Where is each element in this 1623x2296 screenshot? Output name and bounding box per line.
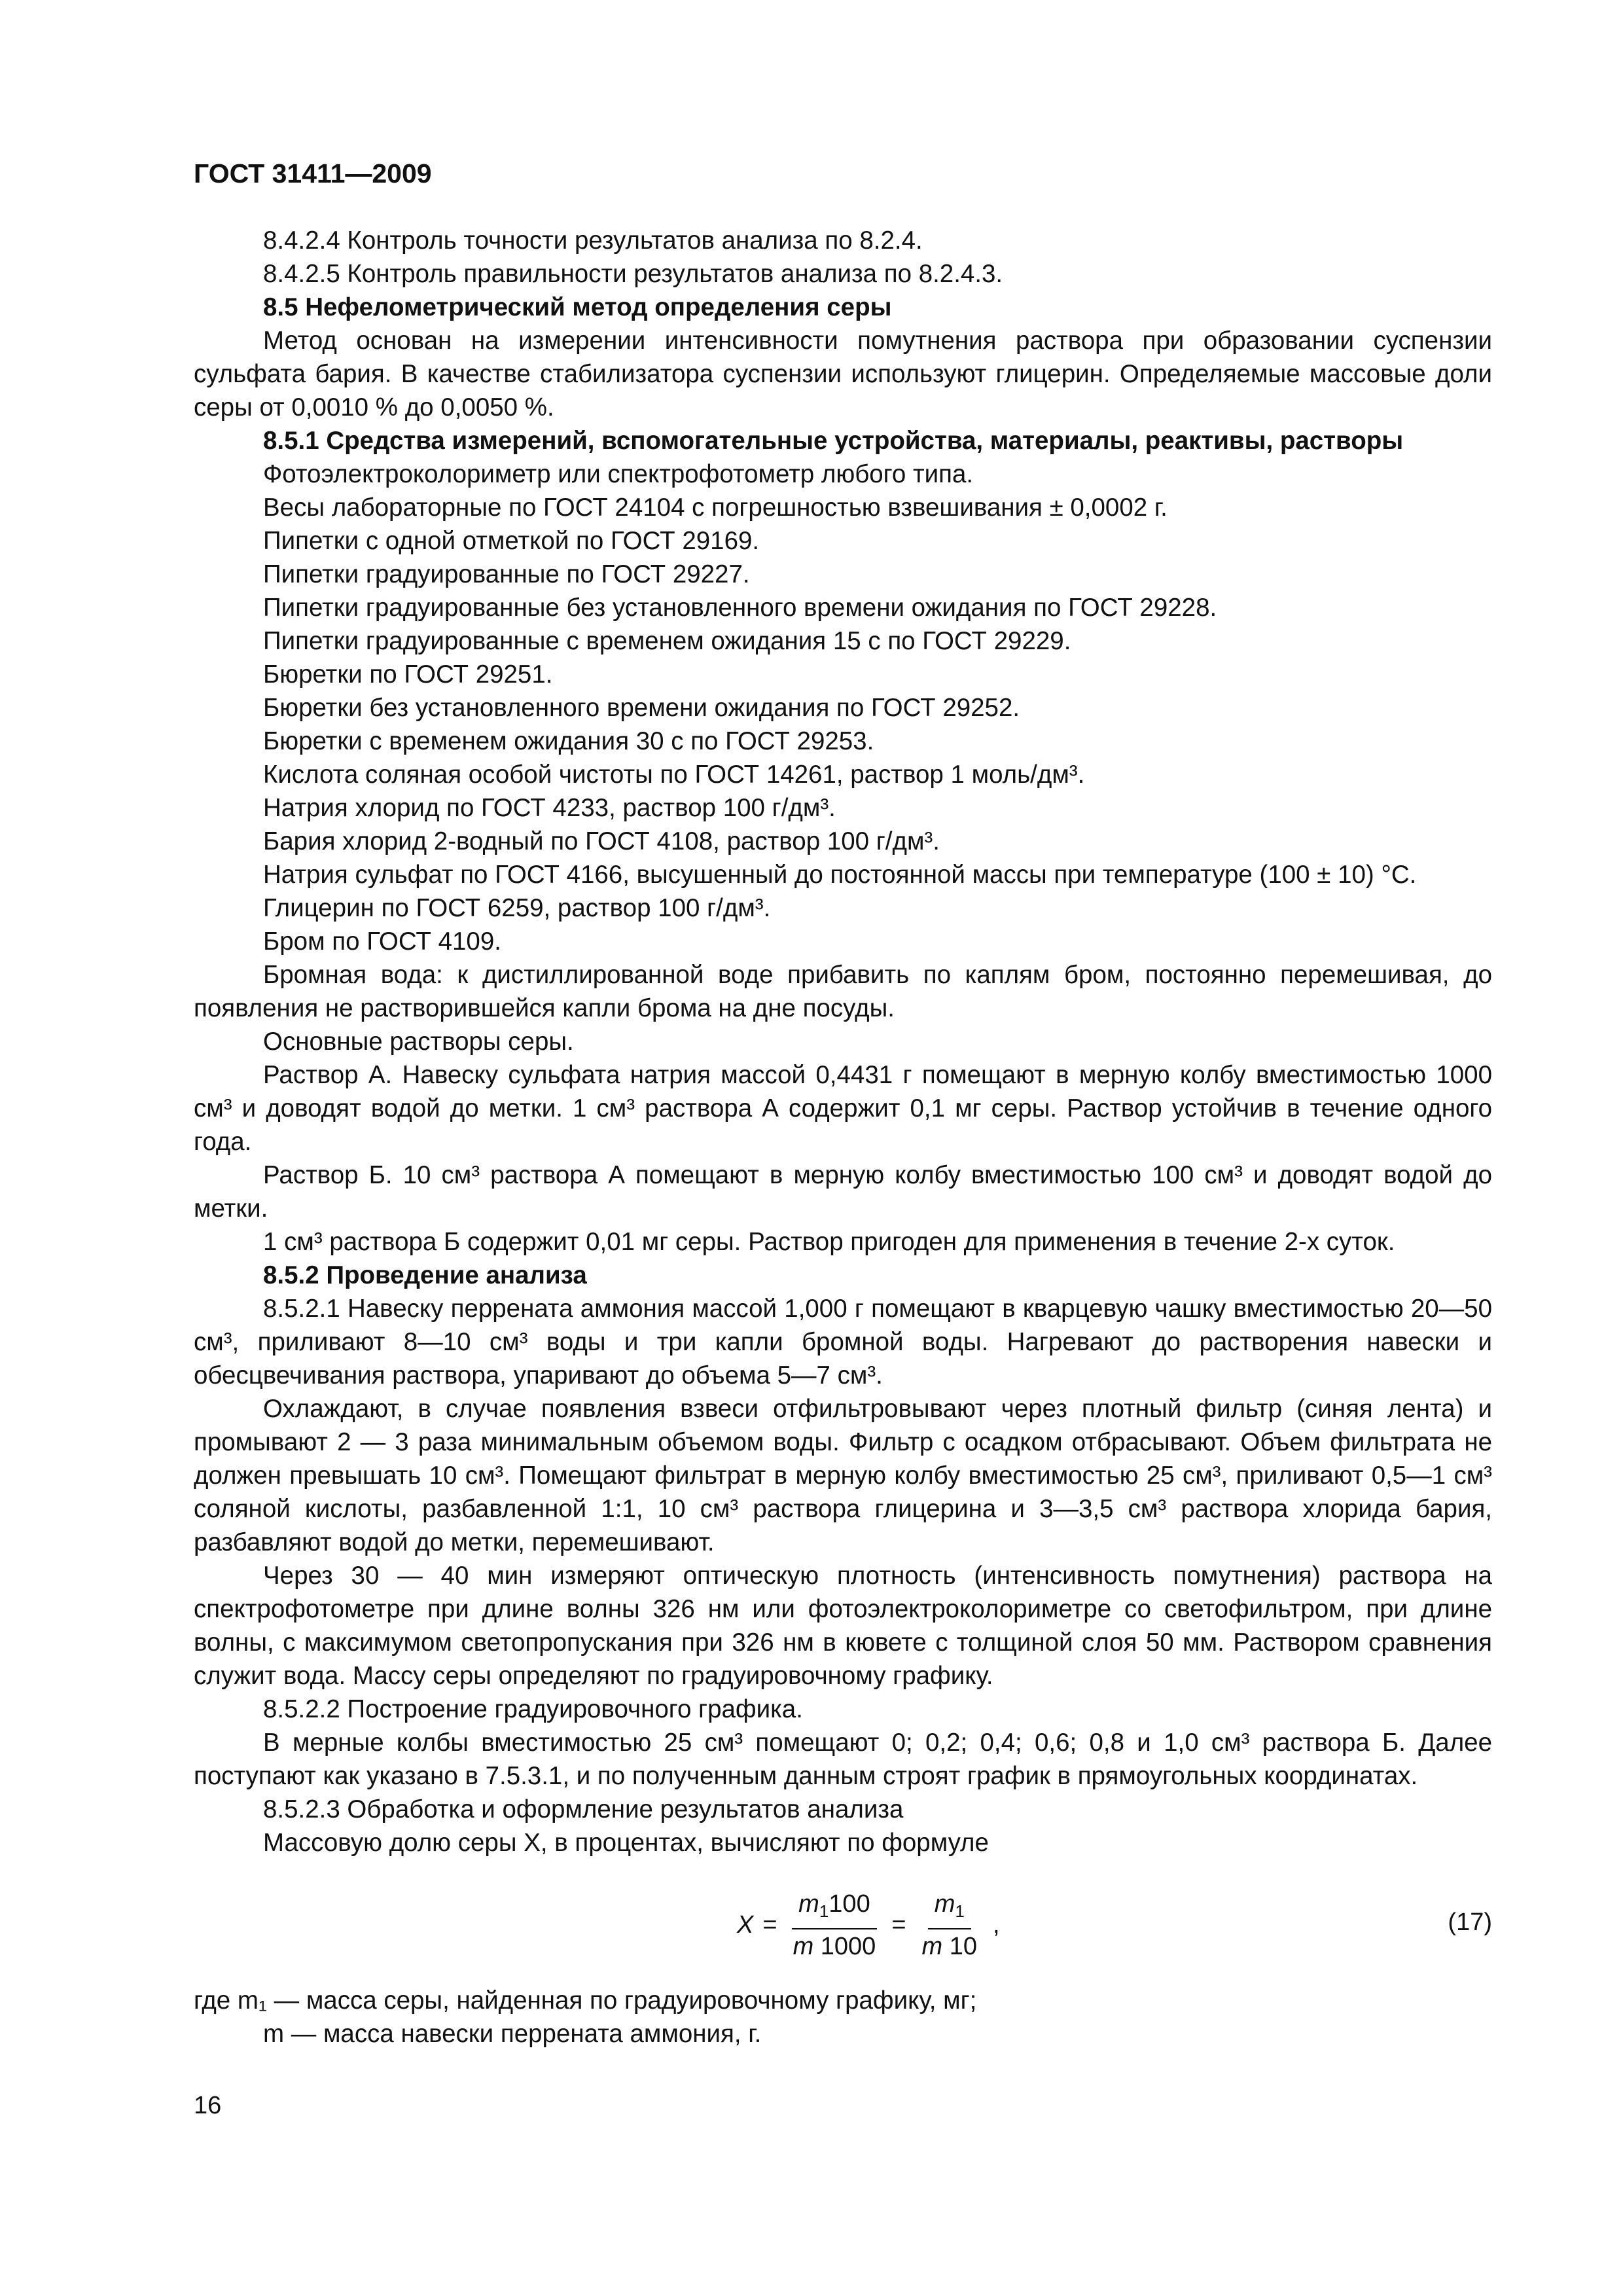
formula-fraction-2 bbox=[916, 1890, 984, 1961]
formula-fraction-1 bbox=[787, 1890, 883, 1961]
paragraph: Пипетки с одной отметкой по ГОСТ 29169. bbox=[263, 527, 760, 555]
paragraph: Бюретки без установленного времени ожидания по ГОСТ 29252. bbox=[263, 694, 1020, 722]
paragraph: Пипетки градуированные с временем ожидания 15 с по ГОСТ 29229. bbox=[263, 627, 1071, 655]
paragraph: Натрия сульфат по ГОСТ 4166, высушенный до постоянной массы при температуре (100 ± 10) °С. bbox=[263, 861, 1417, 889]
paragraph: Натрия хлорид по ГОСТ 4233, раствор 100 г/дм³. bbox=[263, 794, 836, 822]
document-header: ГОСТ 31411—2009 bbox=[194, 158, 432, 188]
paragraph: Глицерин по ГОСТ 6259, раствор 100 г/дм³. bbox=[263, 894, 771, 922]
paragraph: Фотоэлектроколориметр или спектрофотометр любого типа. bbox=[263, 460, 974, 488]
paragraph: Бромная вода: к дистиллированной воде прибавить по каплям бром, постоянно перемешивая, до появления не растворившейся капли брома на дне посуды. bbox=[194, 961, 1492, 1022]
paragraph: Кислота соляная особой чистоты по ГОСТ 14261, раствор 1 моль/дм³. bbox=[263, 761, 1085, 789]
paragraph: Бюретки по ГОСТ 29251. bbox=[263, 660, 553, 689]
section-heading: 8.5.1 Средства измерений, вспомогательные устройства, материалы, реактивы, растворы bbox=[263, 427, 1404, 455]
formula-equals-2: = bbox=[891, 1910, 906, 1939]
frac1-num-var: m bbox=[798, 1890, 819, 1918]
frac1-num-sub: 1 bbox=[819, 1901, 829, 1921]
section-heading: 8.5 Нефелометрический метод определения серы bbox=[263, 293, 892, 321]
paragraph: Массовую долю серы X, в процентах, вычисляют по формуле bbox=[263, 1829, 989, 1857]
paragraph: 8.4.2.5 Контроль правильности результатов анализа по 8.2.4.3. bbox=[263, 260, 1003, 288]
paragraph: 8.4.2.4 Контроль точности результатов анализа по 8.2.4. bbox=[263, 226, 923, 255]
formula-equals: = bbox=[762, 1910, 777, 1939]
paragraph: Пипетки градуированные без установленного времени ожидания по ГОСТ 29228. bbox=[263, 594, 1217, 622]
paragraph: Пипетки градуированные по ГОСТ 29227. bbox=[263, 560, 750, 588]
paragraph: Через 30 — 40 мин измеряют оптическую плотность (интенсивность помутнения) раствора на спектрофотометре при длине волны 326 нм или фотоэлектроколориметре со светофильтром, при длине волны, с максимумом светопропускания при 326 нм в кювете с толщиной слоя 50 мм. Раствором сравнения служит вода. Массу серы определяют по градуировочному графику. bbox=[194, 1562, 1492, 1690]
frac2-den-rest: 10 bbox=[949, 1932, 978, 1960]
equation-number: (17) bbox=[1448, 1909, 1492, 1936]
formula-legend bbox=[194, 1984, 1492, 2051]
paragraph: Раствор А. Навеску сульфата натрия массой 0,4431 г помещают в мерную колбу вместимостью 1000 см³ и доводят водой до метки. 1 см³ раствора А содержит 0,1 мг серы. Раствор устойчив в течение одного года. bbox=[194, 1061, 1492, 1156]
paragraph: Охлаждают, в случае появления взвеси отфильтровывают через плотный фильтр (синяя лента) и промывают 2 — 3 раза минимальным объемом воды. Фильтр с осадком отбрасывают. Объем фильтрата не должен превышать 10 см³. Помещают фильтрат в мерную колбу вместимостью 25 см³, приливают 0,5—1 см³ соляной кислоты, разбавленной 1:1, 10 см³ раствора глицерина и 3—3,5 см³ раствора хлорида бария, разбавляют водой до метки, перемешивают. bbox=[194, 1395, 1492, 1556]
frac1-den-rest: 1000 bbox=[820, 1932, 876, 1960]
frac1-den-var: m bbox=[793, 1932, 814, 1960]
frac1-num-rest: 100 bbox=[829, 1890, 870, 1918]
paragraph: В мерные колбы вместимостью 25 см³ помещают 0; 0,2; 0,4; 0,6; 0,8 и 1,0 см³ раствора Б. Далее поступают как указано в 7.5.3.1, и по полученным данным строят график в прямоугольных координатах. bbox=[194, 1729, 1492, 1790]
paragraph: Весы лабораторные по ГОСТ 24104 с погрешностью взвешивания ± 0,0002 г. bbox=[263, 493, 1168, 522]
paragraph: Метод основан на измерении интенсивности помутнения раствора при образовании суспензии сульфата бария. В качестве стабилизатора суспензии используют глицерин. Определяемые массовые доли серы от 0,0010 % до 0,0050 %. bbox=[194, 327, 1492, 422]
paragraph: 1 см³ раствора Б содержит 0,01 мг серы. Раствор пригоден для применения в течение 2-х суток. bbox=[263, 1228, 1395, 1256]
frac2-num-sub: 1 bbox=[955, 1901, 965, 1921]
formula-lhs: X bbox=[737, 1910, 754, 1939]
paragraph: 8.5.2.1 Навеску перрената аммония массой 1,000 г помещают в кварцевую чашку вместимостью 20—50 см³, приливают 8—10 см³ воды и три капли бромной воды. Нагревают до растворения навески и обесцвечивания раствора, упаривают до объема 5—7 см³. bbox=[194, 1295, 1492, 1390]
paragraph: Бром по ГОСТ 4109. bbox=[263, 927, 501, 956]
paragraph: 8.5.2.2 Построение градуировочного графика. bbox=[263, 1695, 803, 1723]
page-number: 16 bbox=[194, 2092, 222, 2119]
document-body bbox=[194, 224, 1492, 1859]
formula-trail: , bbox=[993, 1910, 1000, 1939]
paragraph: 8.5.2.3 Обработка и оформление результатов анализа bbox=[263, 1795, 904, 1823]
formula-17 bbox=[194, 1879, 1492, 1971]
paragraph: Бария хлорид 2-водный по ГОСТ 4108, раствор 100 г/дм³. bbox=[263, 827, 940, 855]
frac2-num-var: m bbox=[934, 1890, 955, 1918]
legend-line-1: где m₁ — масса серы, найденная по градуировочному графику, мг; bbox=[194, 1986, 977, 2015]
paragraph: Бюретки с временем ожидания 30 с по ГОСТ 29253. bbox=[263, 727, 874, 755]
frac2-den-var: m bbox=[921, 1932, 943, 1960]
formula-expression bbox=[737, 1879, 1000, 1971]
section-heading: 8.5.2 Проведение анализа bbox=[263, 1261, 587, 1289]
legend-line-2: m — масса навески перрената аммония, г. bbox=[263, 2020, 762, 2048]
document-page bbox=[194, 157, 1492, 2051]
paragraph: Раствор Б. 10 см³ раствора А помещают в мерную колбу вместимостью 100 см³ и доводят водой до метки. bbox=[194, 1161, 1492, 1223]
paragraph: Основные растворы серы. bbox=[263, 1028, 574, 1056]
